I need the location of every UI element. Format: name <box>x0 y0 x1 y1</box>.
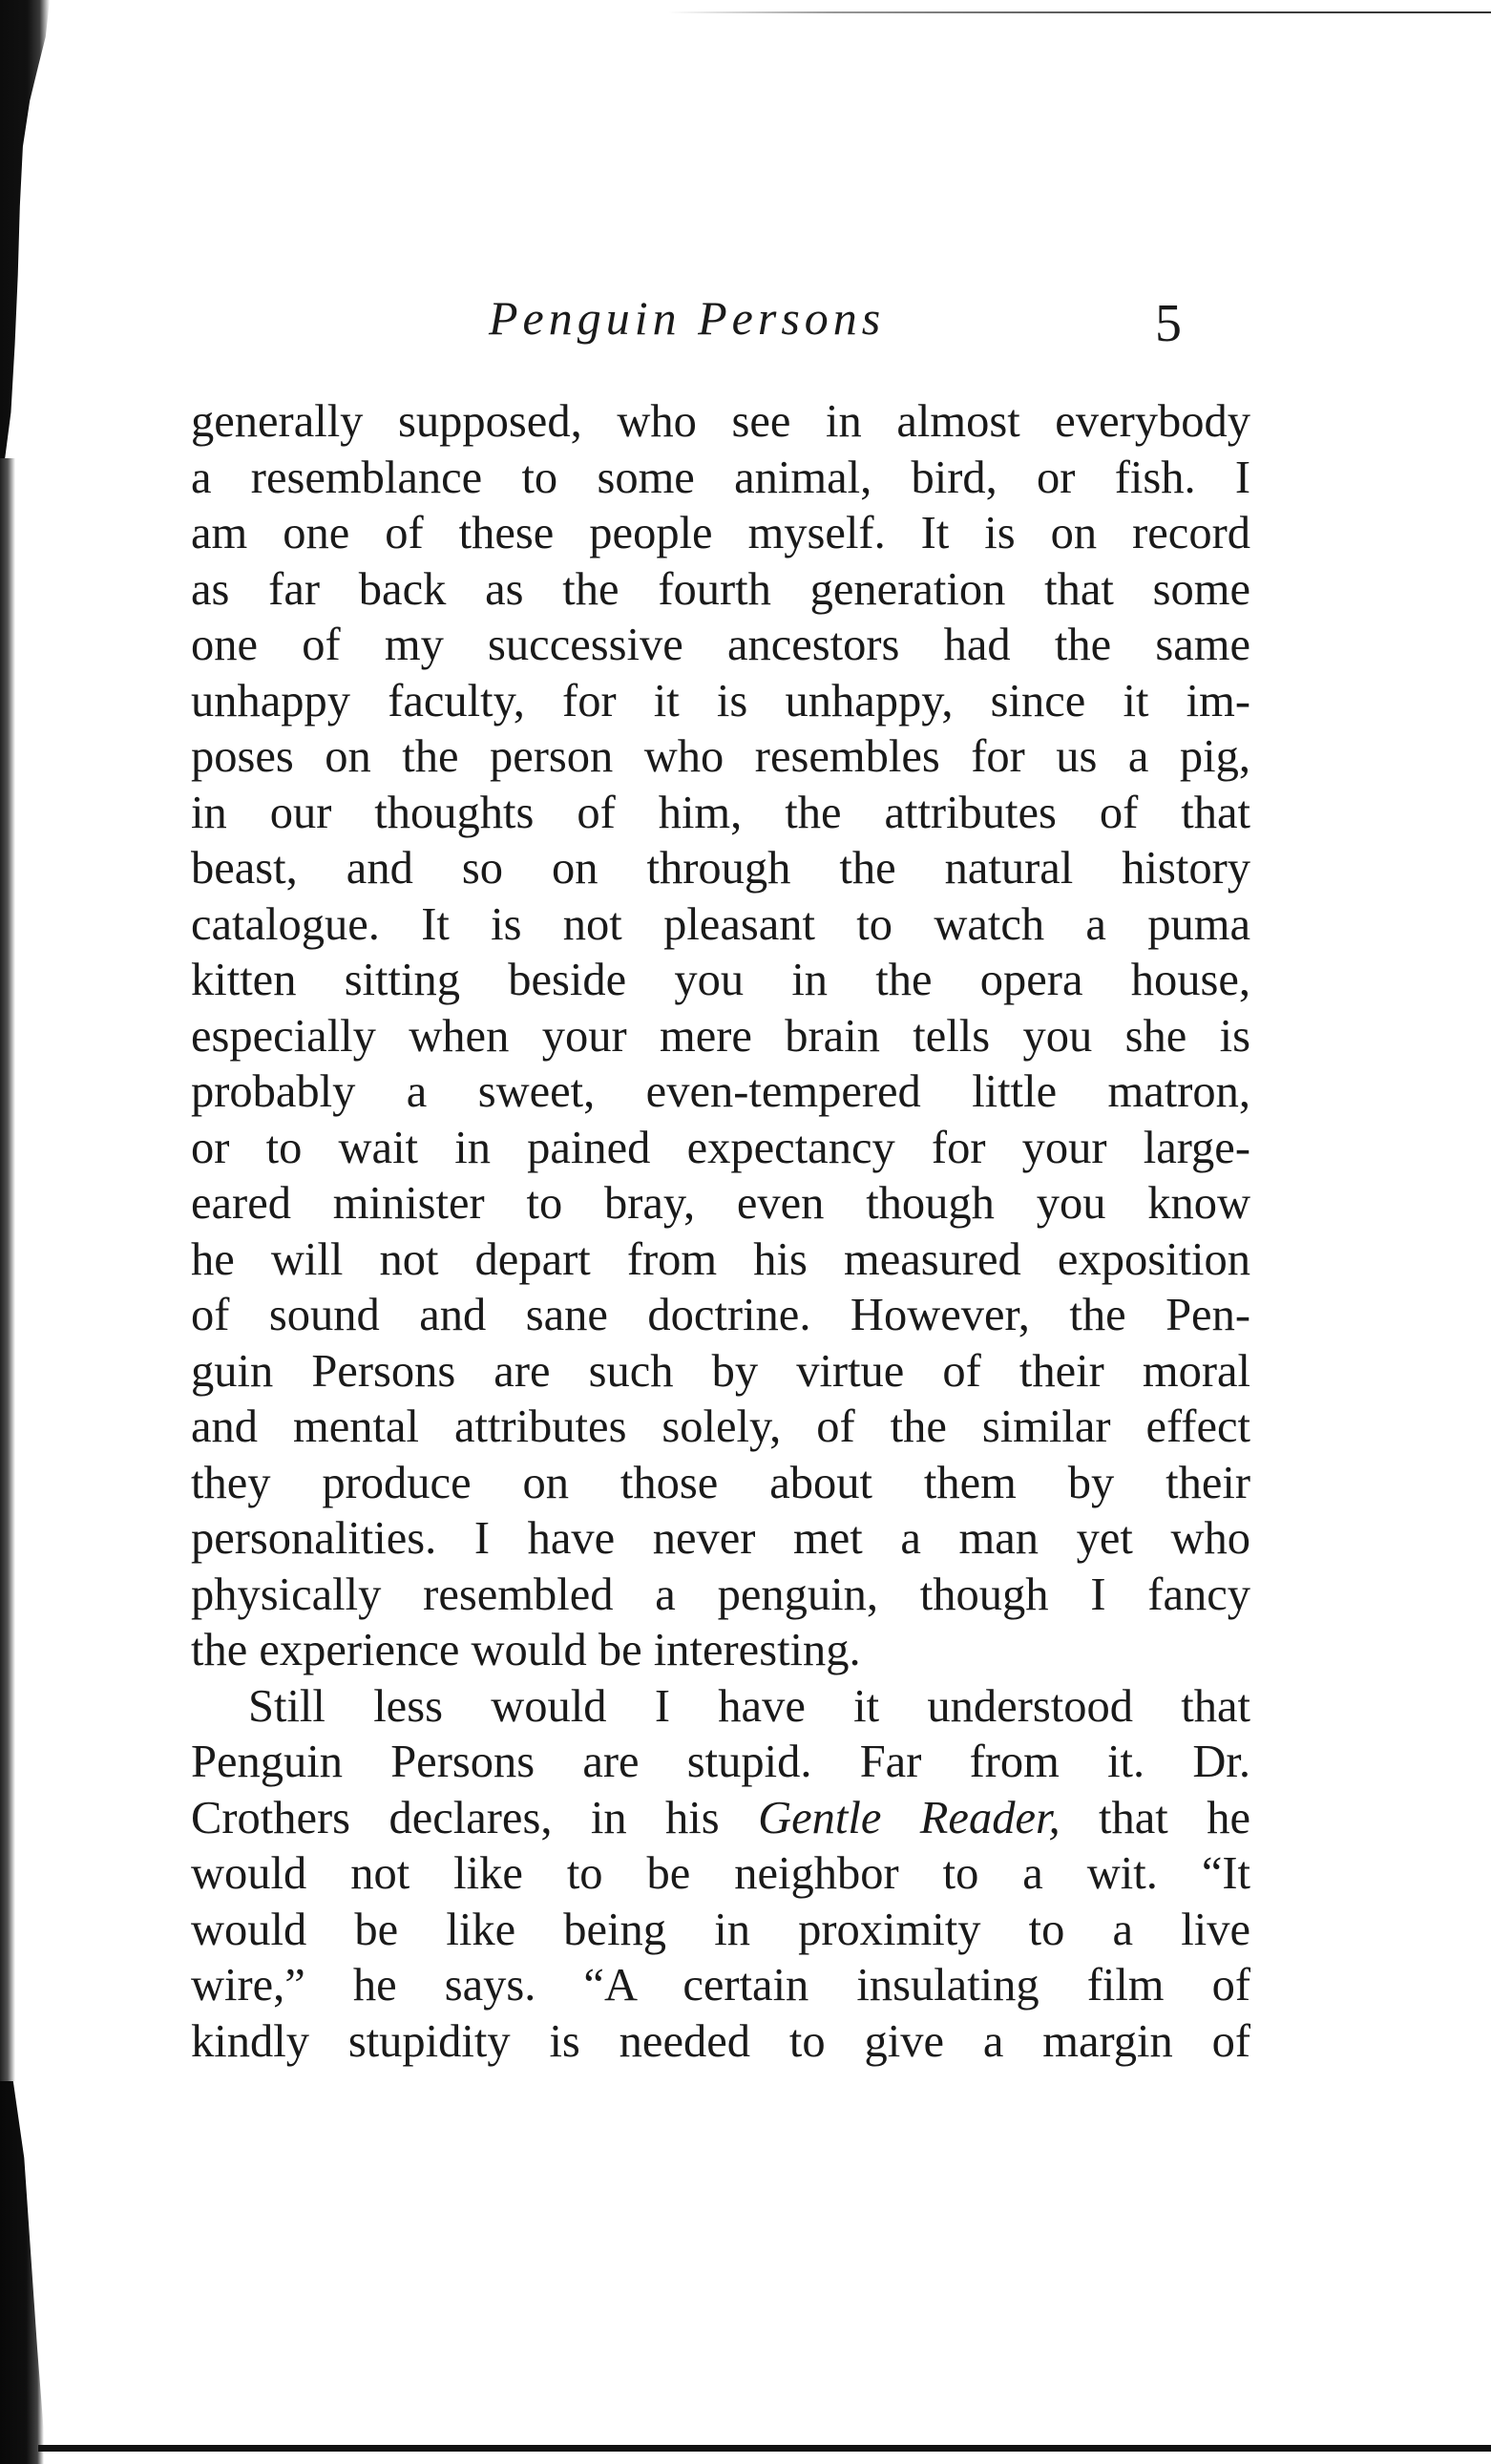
text-line: unhappy faculty, for it is unhappy, since it im- <box>191 675 1250 727</box>
text-line: wire,” he says. “A certain insulating film of <box>191 1960 1250 2011</box>
text-line: am one of these people myself. It is on record <box>191 508 1250 558</box>
scan-gutter-shadow-middle <box>0 458 15 2081</box>
text-line: they produce on those about them by their <box>191 1457 1250 1508</box>
page-number: 5 <box>1155 294 1182 353</box>
text-line: one of my successive ancestors had the same <box>191 620 1250 670</box>
text-line: would not like to be neighbor to a wit. “It <box>191 1848 1250 1899</box>
text-line: guin Persons are such by virtue of their moral <box>191 1345 1250 1397</box>
text-segment: Crothers declares, in his <box>191 1792 759 1843</box>
text-line: a resemblance to some animal, bird, or fish. I <box>191 452 1250 503</box>
text-line: Penguin Persons are stupid. Far from it. Dr. <box>191 1737 1250 1787</box>
text-line: would be like being in proximity to a live <box>191 1904 1250 1955</box>
book-title-italic: Gentle Reader, <box>758 1792 1060 1843</box>
scan-top-edge <box>668 11 1491 13</box>
text-line: especially when your mere brain tells you she is <box>191 1010 1250 1062</box>
text-line-with-book-title <box>191 1791 1250 1847</box>
text-line: kindly stupidity is needed to give a margin of <box>191 2015 1250 2067</box>
text-line: as far back as the fourth generation that some <box>191 563 1250 615</box>
text-line: in our thoughts of him, the attributes of that <box>191 787 1250 838</box>
text-line: eared minister to bray, even though you know <box>191 1178 1250 1229</box>
text-line: he will not depart from his measured exposition <box>191 1233 1250 1285</box>
running-title: Penguin Persons <box>489 291 886 345</box>
text-line: personalities. I have never met a man yet who <box>191 1513 1250 1564</box>
text-segment: that he <box>1060 1792 1250 1843</box>
text-line: or to wait in pained expectancy for your large- <box>191 1122 1250 1173</box>
text-line: beast, and so on through the natural history <box>191 843 1250 894</box>
text-line: probably a sweet, even-tempered little matron, <box>191 1066 1250 1117</box>
scan-bottom-edge <box>38 2445 1491 2452</box>
text-line: and mental attributes solely, of the similar effect <box>191 1401 1250 1452</box>
body-text <box>191 394 1250 2070</box>
text-line: physically resembled a penguin, though I fancy <box>191 1569 1250 1620</box>
running-head <box>191 284 1241 361</box>
text-line: catalogue. It is not pleasant to watch a puma <box>191 898 1250 950</box>
text-line: generally supposed, who see in almost everybody <box>191 396 1250 447</box>
text-line: of sound and sane doctrine. However, the Pen- <box>191 1290 1250 1340</box>
scan-gutter-shadow-bottom <box>0 2081 44 2464</box>
text-line-paragraph-end: the experience would be interesting. <box>191 1625 861 1675</box>
text-line: kitten sitting beside you in the opera house, <box>191 955 1250 1005</box>
text-line: poses on the person who resembles for us a pig, <box>191 731 1250 782</box>
text-line-paragraph-start: Still less would I have it understood that <box>248 1680 1250 1732</box>
scan-gutter-shadow-top <box>0 0 50 458</box>
